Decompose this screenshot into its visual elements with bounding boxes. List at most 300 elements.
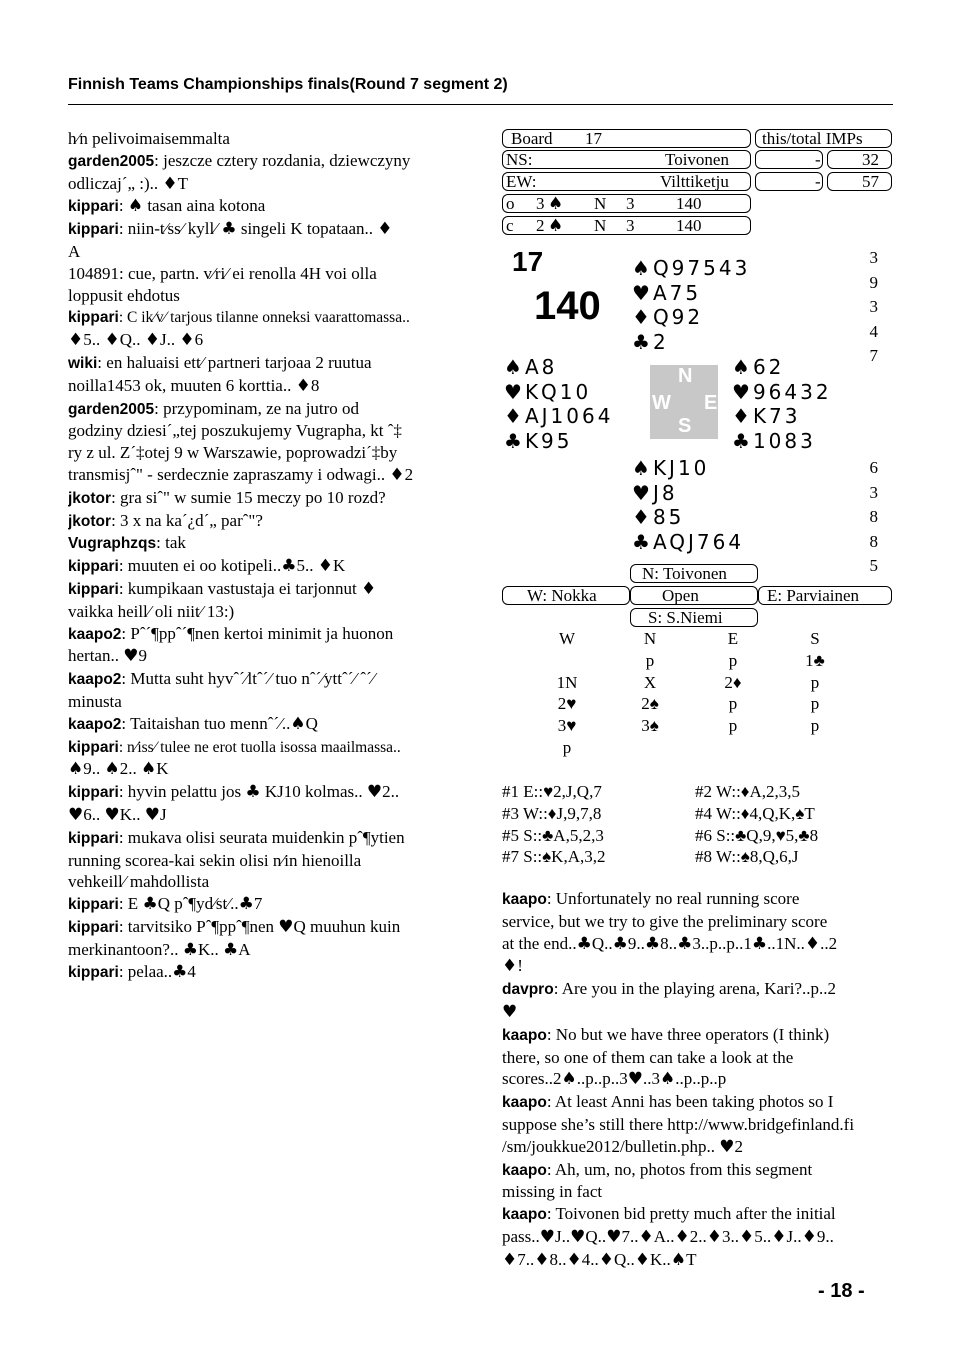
hcp-value: 8 [869, 507, 878, 526]
heart-icon: ♥ [502, 1001, 518, 1022]
auction-bid: 1♣ [805, 650, 825, 670]
auction-bid: p [810, 672, 820, 692]
chat-text: 2.. [382, 782, 400, 802]
chat-line [68, 375, 458, 398]
chat-author: kippari [68, 580, 119, 598]
chat-text: A.. [653, 1226, 675, 1246]
chat-line [502, 1203, 894, 1226]
spade-icon: ♠ [127, 196, 144, 217]
chat-text: 3..p..p..1 [692, 933, 752, 953]
chat-author: jkotor [68, 512, 112, 530]
club-icon: ♣ [732, 428, 753, 453]
east-spade-cards: 62 [752, 355, 785, 379]
auction-bid: p [728, 650, 738, 670]
auction-header: E [727, 629, 739, 648]
chat-author: kippari [68, 221, 119, 239]
chat-text: A [238, 939, 251, 959]
south-diamond-holding [632, 505, 744, 530]
chat-text: ..1N.. [767, 933, 805, 953]
east-club-holding [732, 429, 832, 454]
chat-text: K [156, 759, 169, 779]
diamond-icon: ♦ [804, 933, 821, 954]
chat-text: : Are you in the playing arena, Kari?..p..2 [553, 979, 836, 999]
south-hcp-column [860, 456, 878, 579]
chat-text: J [160, 804, 167, 824]
north-hand [632, 256, 750, 354]
chat-line [68, 173, 458, 196]
chat-text: odliczaj´„ :).. [68, 173, 163, 193]
chat-text: Q muuhun kuin [293, 916, 401, 936]
chat-line [68, 645, 458, 668]
hcp-value: 4 [869, 321, 878, 341]
north-hcp-column [860, 246, 878, 369]
chat-text: : muuten ei oo kotipeli.. [118, 556, 282, 576]
chat-line [68, 916, 458, 939]
chat-line [502, 1091, 894, 1114]
chat-text: Q pˆ¶yd⁄st⁄.. [157, 894, 239, 914]
hcp-value: 3 [869, 482, 878, 502]
trick-entry: #6 S::♣Q,9,♥5,♣8 [695, 825, 819, 845]
chat-line [68, 150, 458, 173]
chat-author: kaapo [502, 1161, 547, 1179]
chat-text: : pelaa.. [118, 962, 173, 982]
chat-line [68, 195, 458, 218]
chat-author: kippari [68, 918, 119, 936]
chat-author: garden2005 [68, 400, 155, 418]
club-icon: ♣ [245, 782, 261, 803]
chat-text: hertan.. [68, 646, 124, 666]
chat-text: 5.. [83, 330, 105, 350]
auction-bid: 2♠ [641, 694, 659, 714]
chat-text: 7.. [621, 1226, 639, 1246]
chat-text: T [686, 1249, 697, 1269]
trick-entry: #4 W::♦4,Q,K,♠T [695, 803, 815, 823]
chat-line [68, 532, 458, 555]
chat-text: : C ik⁄v⁄ tarjous tilanne onneksi vaarattomassa.. [118, 309, 410, 327]
chat-text: scores..2 [502, 1069, 562, 1089]
chat-line [502, 1159, 894, 1182]
auction-bid: p [728, 716, 738, 736]
chat-line [68, 487, 458, 510]
north-spade-holding [632, 256, 750, 281]
chat-author: kippari [68, 738, 119, 756]
chat-text: 4.. [581, 1249, 599, 1269]
chat-text: 9 [138, 646, 147, 666]
auction-bid: p [562, 738, 572, 757]
west-diamond-holding [504, 404, 613, 429]
chat-text: 5.. [296, 556, 318, 576]
deal-number: 17 [512, 246, 544, 277]
chat-line [68, 398, 458, 421]
diamond-icon: ♦ [162, 173, 178, 194]
chat-line [502, 978, 894, 1001]
chat-line [502, 933, 894, 956]
ns-total-box [827, 150, 892, 169]
north-club-holding [632, 330, 750, 355]
heart-icon: ♥ [144, 804, 161, 825]
chat-text: : n⁄iss⁄ tulee ne erot tuolla isossa maailmassa.. [118, 738, 401, 756]
chat-text: 104891: cue, partn. v⁄ri⁄ ei renolla 4H voi olla [68, 263, 377, 283]
chat-author: garden2005 [68, 152, 155, 170]
chat-text: : 3 x na ka´¿d´„ parˆ"? [111, 510, 263, 530]
spade-icon: ♠ [659, 1069, 676, 1090]
chat-text: J.. [160, 330, 180, 350]
chat-text: J.. [786, 1226, 802, 1246]
heart-icon: ♥ [632, 280, 653, 305]
auction-header: S [810, 629, 820, 648]
trick-entry: #2 W::♦A,2,3,5 [695, 782, 801, 801]
chat-text: ..2 [820, 933, 838, 953]
chat-line [68, 442, 458, 464]
imps-label: this/total IMPs [762, 129, 863, 148]
chat-text: loppusit ehdotus [68, 285, 180, 305]
west-club-holding [504, 429, 613, 454]
chat-line [68, 285, 458, 307]
chat-text: : Mutta suht hyvˆ´⁄ltˆ´⁄ tuo nˆ´⁄yttˆ´⁄ ˆ´⁄ [121, 669, 375, 689]
chat-text: 6 [194, 330, 204, 350]
west-heart-holding [504, 380, 613, 405]
chat-author: jkotor [68, 489, 112, 507]
chat-text: suppose she’s still there http://www.bridgefinland.fi [502, 1114, 855, 1134]
chat-text: : Toivonen bid pretty much after the initial [546, 1204, 836, 1224]
chat-line [68, 218, 458, 241]
south-heart-cards: J8 [652, 480, 678, 505]
east-player: E: Parviainen [767, 586, 860, 605]
chat-line [68, 827, 458, 850]
chat-text: tasan aina kotona [143, 196, 266, 216]
chat-text: Q.. [585, 1226, 607, 1246]
diamond-icon: ♦ [361, 578, 377, 599]
chat-text: T [177, 173, 189, 193]
diamond-icon: ♦ [598, 1249, 614, 1270]
club-icon: ♣ [632, 329, 653, 354]
auction-bid: 2♥ [557, 694, 577, 714]
chat-author: kippari [68, 784, 119, 802]
open-declarer: N [594, 194, 607, 213]
south-hand [632, 456, 744, 554]
chat-text: KJ10 kolmas.. [260, 782, 367, 802]
chat-line [502, 1226, 894, 1249]
chat-text: 9.. [83, 759, 105, 779]
hcp-value: 9 [869, 272, 878, 292]
chat-line [68, 578, 458, 601]
chat-line [502, 911, 894, 933]
spade-icon: ♠ [290, 713, 306, 734]
chat-text: 7 [253, 894, 263, 914]
south-spade-cards: KJ10 [652, 456, 710, 480]
chat-line [68, 306, 458, 329]
spade-icon: ♠ [632, 456, 653, 480]
club-icon: ♣ [221, 219, 237, 240]
chat-text: : hyvin pelattu jos [118, 782, 246, 802]
spade-icon: ♠ [670, 1249, 687, 1270]
west-club-cards: K95 [524, 428, 573, 453]
chat-text: 2 [404, 464, 414, 484]
north-player: N: Toivonen [642, 564, 727, 583]
room-label: Open [662, 586, 699, 605]
chat-line [68, 668, 458, 691]
heart-icon: ♥ [104, 804, 120, 825]
club-icon: ♣ [632, 529, 653, 554]
east-heart-holding [732, 380, 832, 405]
spade-icon: ♠ [104, 759, 120, 780]
chat-text: Q.. [119, 330, 145, 350]
spade-icon: ♠ [632, 256, 653, 280]
chat-author: kaapo [502, 1026, 547, 1044]
hcp-value: 5 [869, 556, 878, 575]
hcp-value: 3 [869, 297, 878, 316]
chat-text: 8.. [549, 1249, 567, 1269]
auction-bid: p [810, 694, 820, 714]
chat-line [68, 510, 458, 533]
chat-line [68, 464, 458, 487]
chat-author: kippari [68, 309, 119, 327]
chat-text: 2.. [689, 1226, 707, 1246]
heart-icon: ♥ [632, 480, 653, 505]
ns-this-imps: - [815, 150, 821, 169]
page-number: - 18 - [818, 1280, 865, 1302]
chat-line [68, 961, 458, 984]
chat-text: : No but we have three operators (I think) [546, 1024, 830, 1044]
chat-text: pass.. [502, 1226, 540, 1246]
chat-text: K.. [197, 939, 223, 959]
ew-this-box [755, 172, 823, 191]
chat-text: : en haluaisi ett⁄ partneri tarjoaa 2 ruutua [97, 352, 372, 372]
south-player: S: S.Niemi [648, 608, 723, 627]
diamond-icon: ♦ [634, 1249, 651, 1270]
south-spade-holding [632, 456, 744, 481]
chat-author: davpro [502, 981, 554, 999]
chat-text: 6.. [83, 804, 105, 824]
ns-label: NS: [506, 150, 533, 169]
chat-text: : jeszcze cztery rozdania, dziewczyny [154, 150, 411, 170]
header-rule [68, 104, 893, 105]
north-club-cards: 2 [652, 329, 669, 354]
chat-text: running scorea-kai sekin olisi n⁄in hienoilla [68, 850, 362, 870]
chat-text: minusta [68, 691, 122, 711]
diamond-icon: ♦ [377, 219, 393, 240]
chat-author: kaapo [502, 1094, 547, 1112]
chat-text: A [68, 241, 81, 261]
heart-icon: ♥ [570, 1226, 586, 1247]
chat-author: kaapo [502, 1206, 547, 1224]
diamond-icon: ♦ [389, 464, 405, 485]
spade-icon: ♠ [561, 1069, 577, 1090]
heart-icon: ♥ [366, 782, 383, 803]
chat-text: service, but we try to give the preliminary score [502, 911, 828, 931]
diamond-icon: ♦ [68, 330, 84, 351]
chat-text: J.. [555, 1226, 571, 1246]
diamond-icon: ♦ [179, 330, 195, 351]
heart-icon: ♥ [504, 379, 525, 404]
chat-text: missing in fact [502, 1182, 603, 1202]
chat-line [68, 713, 458, 736]
chat-line [68, 623, 458, 646]
club-icon: ♣ [644, 933, 661, 954]
east-diamond-holding [732, 404, 832, 429]
chat-line [68, 804, 458, 827]
diamond-icon: ♦ [632, 305, 653, 329]
chat-line [502, 1024, 894, 1047]
chat-text: : niin-t⁄ss⁄ kyll⁄ [118, 219, 222, 239]
diamond-icon: ♦ [104, 330, 120, 351]
south-diamond-cards: 85 [652, 505, 685, 529]
chat-line [502, 1001, 894, 1024]
auction-bid: p [810, 716, 820, 736]
ew-total-imps: 57 [862, 172, 879, 191]
auction-bid: 3♥ [557, 716, 577, 736]
ew-label: EW: [506, 172, 537, 191]
chat-text: : tarvitsiko Pˆ¶ppˆ¶nen [118, 916, 279, 936]
chat-text: Q [305, 713, 318, 733]
spade-icon: ♠ [732, 355, 753, 379]
chat-text: ! [517, 956, 523, 976]
west-spade-cards: A8 [524, 355, 558, 379]
chat-text: 2 [734, 1136, 743, 1156]
diamond-icon: ♦ [706, 1226, 722, 1247]
west-hand [504, 355, 613, 453]
north-heart-holding [632, 281, 750, 306]
open-room-code: o [506, 194, 515, 213]
spade-icon: ♠ [68, 759, 84, 780]
chat-line [502, 1068, 894, 1091]
east-club-cards: 1083 [752, 428, 816, 453]
chat-text: 9.. [627, 933, 645, 953]
diamond-icon: ♦ [638, 1226, 654, 1247]
chat-author: kippari [68, 896, 119, 914]
heart-icon: ♥ [123, 646, 139, 667]
club-icon: ♣ [223, 939, 239, 960]
closed-result: 3 [626, 216, 635, 235]
club-icon: ♣ [142, 894, 158, 915]
open-contract-level: 3 [536, 194, 545, 213]
hcp-value: 6 [869, 458, 878, 477]
heart-icon: ♥ [278, 916, 294, 937]
diamond-icon: ♦ [502, 1249, 518, 1270]
chat-author: kaapo2 [68, 715, 122, 733]
chat-text: 2.. [119, 759, 141, 779]
chat-text: 3.. [721, 1226, 739, 1246]
club-icon: ♣ [677, 933, 693, 954]
north-spade-cards: Q97543 [652, 256, 751, 280]
compass-north: N [678, 365, 693, 387]
chat-line [502, 1114, 894, 1136]
chat-line [68, 420, 458, 442]
chat-text: 8 [310, 375, 320, 395]
chat-log-right [502, 888, 894, 1272]
chat-author: kaapo2 [68, 671, 122, 689]
trick-entry: #5 S::♣A,5,2,3 [502, 825, 604, 845]
chat-text: at the end.. [502, 933, 577, 953]
west-player: W: Nokka [527, 586, 597, 605]
chat-line [68, 758, 458, 781]
spade-icon: ♠ [548, 194, 564, 214]
chat-text: vehkeill⁄ mahdollista [68, 872, 210, 892]
closed-contract-level: 2 [536, 216, 545, 235]
trick-entry: #7 S::♠K,A,3,2 [502, 847, 606, 867]
chat-line [502, 1047, 894, 1069]
club-icon: ♣ [172, 962, 188, 983]
east-hand [732, 355, 832, 453]
closed-score: 140 [676, 216, 702, 235]
club-icon: ♣ [576, 933, 592, 954]
club-icon: ♣ [238, 894, 254, 915]
west-spade-holding [504, 355, 613, 380]
diamond-icon: ♦ [317, 556, 333, 577]
closed-room-code: c [506, 216, 514, 235]
west-diamond-cards: AJ1064 [524, 404, 614, 428]
diamond-icon: ♦ [504, 404, 525, 428]
open-score: 140 [676, 194, 702, 213]
closed-declarer: N [594, 216, 607, 235]
chat-text: vaikka heill⁄ oli niit⁄ 13:) [68, 601, 235, 621]
chat-line [502, 1249, 894, 1272]
chat-author: kippari [68, 198, 119, 216]
club-icon: ♣ [751, 933, 768, 954]
chat-line [68, 691, 458, 713]
chat-text: ry z ul. Z´‡otej 9 w Warszawie, poprowadzi´‡by [68, 443, 398, 463]
chat-text: 7.. [517, 1249, 535, 1269]
chat-text: noilla1453 ok, muuten 6 korttia.. [68, 375, 296, 395]
chat-author: Vugraphzqs [68, 535, 157, 553]
board-number: 17 [585, 129, 602, 148]
chat-text: 5.. [754, 1226, 772, 1246]
chat-text: : tak [156, 533, 186, 553]
chat-text: h⁄n pelivoimaisemmalta [68, 129, 230, 148]
compass-east: E [704, 392, 718, 414]
chat-text: there, so one of them can take a look at the [502, 1047, 794, 1067]
diamond-icon: ♦ [674, 1226, 690, 1247]
open-result: 3 [626, 194, 635, 213]
chat-text: : Unfortunately no real running score [546, 889, 800, 908]
chat-line [68, 241, 458, 263]
page-header: Finnish Teams Championships finals(Round 7 segment 2) [68, 76, 508, 93]
board-label: Board [511, 129, 553, 148]
trick-entry: #8 W::♠8,Q,6,J [695, 847, 799, 867]
chat-line [68, 781, 458, 804]
chat-text: : Pˆ´¶ppˆ´¶nen kertoi minimit ja huonon [121, 623, 394, 643]
chat-line [502, 955, 894, 978]
club-icon: ♣ [612, 933, 628, 954]
auction-bid: p [728, 694, 738, 714]
chat-line [68, 871, 458, 893]
diamond-icon: ♦ [732, 404, 753, 428]
chat-author: kippari [68, 964, 119, 982]
auction-bid: 2♦ [724, 672, 742, 692]
west-heart-cards: KQ10 [524, 379, 592, 404]
compass-west: W [652, 392, 671, 414]
auction-bid: X [643, 672, 657, 692]
chat-line [68, 555, 458, 578]
chat-line [68, 128, 458, 150]
chat-text: : kumpikaan vastustaja ei tarjonnut [118, 578, 362, 598]
heart-icon: ♥ [732, 379, 753, 404]
diamond-icon: ♦ [632, 505, 653, 529]
chat-line [502, 1181, 894, 1203]
chat-text: merkinantoon?.. [68, 939, 183, 959]
diamond-icon: ♦ [566, 1249, 582, 1270]
diamond-icon: ♦ [144, 330, 161, 351]
chat-line [68, 601, 458, 623]
ew-this-imps: - [815, 172, 821, 191]
chat-line [68, 939, 458, 962]
north-diamond-cards: Q92 [652, 305, 704, 329]
chat-line [68, 736, 458, 759]
chat-text: : E [118, 894, 143, 914]
auction-header: N [643, 629, 657, 648]
chat-text: : gra siˆ" w sumie 15 meczy po 10 rozd? [111, 487, 386, 507]
spade-icon: ♠ [141, 759, 157, 780]
